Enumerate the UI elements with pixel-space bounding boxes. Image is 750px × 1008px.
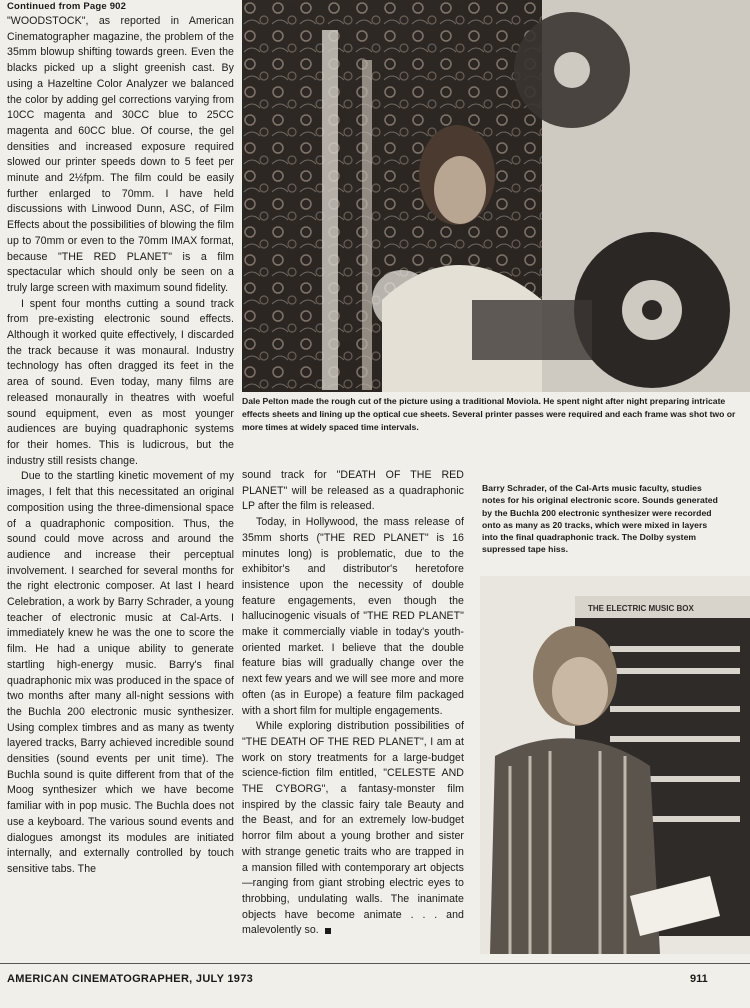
photo-synthesizer-composer bbox=[480, 576, 750, 954]
footer-magazine-title: AMERICAN CINEMATOGRAPHER, JULY 1973 bbox=[7, 973, 254, 985]
photo-caption-right: Barry Schrader, of the Cal-Arts music faculty, studies notes for his original electronic score. Sounds generated by the Buchla 200 electronic synthesizer were recorded onto as many as 20 tracks, which were mixed in layers into the final quadraphonic track. The Dolby system supressed tape hiss. bbox=[482, 483, 718, 555]
synthesizer-photo-illustration bbox=[480, 576, 750, 954]
photo-moviola-editor bbox=[242, 0, 750, 392]
paragraph: Due to the startling kinetic movement of my images, I felt that this necessitated an original composition using the three-dimensional space of a quadraphonic composition. Thus, the sound could move across and around the audience and increase their perceptual involvement. I searched for several months for the right electronic composer. At last I heard Celebration, a work by Barry Schrader, a young teacher of electronic music at Cal-Arts. I immediately knew he was the one to score the film. He had a unique ability to generate startling high-energy music. Barry's final quadraphonic mix was produced in the space of two months after many all-night sessions with the Buchla 200 electronic music synthesizer. Using complex timbres and as many as twenty layered tracks, Barry achieved incredible sound densities (sound events per unit time). The Buchla sound is quite different from that of the Moog synthesizer which we have become familiar with in pop music. The Buchla does not use a keyboard. The various sound events and dialogues amongst its modules are initiated internally, and externally controlled by touch sensitive tabs. The bbox=[7, 470, 234, 875]
paragraph: "WOODSTOCK", as reported in American Cinematographer magazine, the problem of the 35mm blowup shifting towards green. Even the blacks picked up a slight greenish cast. By using a Hazeltine Color Analyzer we balanced the color by adding gel corrections varying from 10CC magenta and 30CC blue to 25CC magenta and 60CC blue. Of course, the gel densities and increased exposure required slowed our printer speeds down to 5 feet per minute and 2½fpm. The film could be easily further enlarged to 70mm. I have held discussions with Linwood Dunn, ASC, of Film Effects about the possibilities of blowing the film up to 70mm or even to the 70mm IMAX format, because "THE RED PLANET" is a film spectacular which should only be seen on a truly large screen with maximum sound fidelity. bbox=[7, 15, 234, 294]
paragraph: I spent four months cutting a sound track from pre-existing electronic sound effects. Although it worked quite effectively, I discarded the track because it was monaural. Industry technology has often dragged its feet in the area of sound. Even today, many films are released monaurally in theatres with woeful sound equipment, even as most younger audiences are buying quadraphonic systems for their homes. This is ludicrous, but the industry still resists change. bbox=[7, 297, 234, 467]
paragraph: sound track for "DEATH OF THE RED PLANET" will be released as a quadraphonic LP after the film is released. bbox=[242, 469, 464, 513]
article-column-2 bbox=[242, 468, 464, 939]
end-of-article-mark bbox=[325, 928, 331, 934]
paragraph-text: While exploring distribution possibilities of "THE DEATH OF THE RED PLANET", I am at work on story treatments for a large-budget science-fiction film entitled, "CELESTE AND THE CYBORG", a fantasy-monster film inspired by the classic fairy tale Beauty and the Beast, and for an extremely low-budget horror film about a young brother and sister with strange genetic traits who are trapped in a mansion filled with contemporary art objects—ranging from giant strobing electric eyes to throbbing, undulating walls. The inanimate objects have become animate . . . and malevolently so. bbox=[242, 720, 464, 937]
footer-rule bbox=[0, 963, 750, 964]
page-number: 911 bbox=[690, 973, 708, 985]
article-column-1 bbox=[7, 14, 234, 878]
synth-sign-text: THE ELECTRIC MUSIC BOX bbox=[588, 604, 694, 613]
paragraph bbox=[242, 719, 464, 939]
moviola-photo-illustration bbox=[242, 0, 750, 392]
continued-note: Continued from Page 902 bbox=[7, 1, 127, 12]
paragraph: Today, in Hollywood, the mass release of 35mm shorts ("THE RED PLANET" is 16 minutes long) is problematic, due to the exhibitor's and distributor's heretofore insistence upon the necessity of double feature engagements, even though the hallucinogenic visuals of "THE RED PLANET" make it commercially viable in today's youth-oriented market. I believe that the double feature bias will gradually change over the next few years and we will see more and more often (as in Europe) a feature film packaged with a short film for multiple engagements. bbox=[242, 516, 464, 717]
photo-caption-top: Dale Pelton made the rough cut of the picture using a traditional Moviola. He spent night after night preparing intricate effects sheets and lining up the optical cue sheets. Several printer passes were required and each frame was shot two or more times at widely spaced time intervals. bbox=[242, 396, 736, 433]
